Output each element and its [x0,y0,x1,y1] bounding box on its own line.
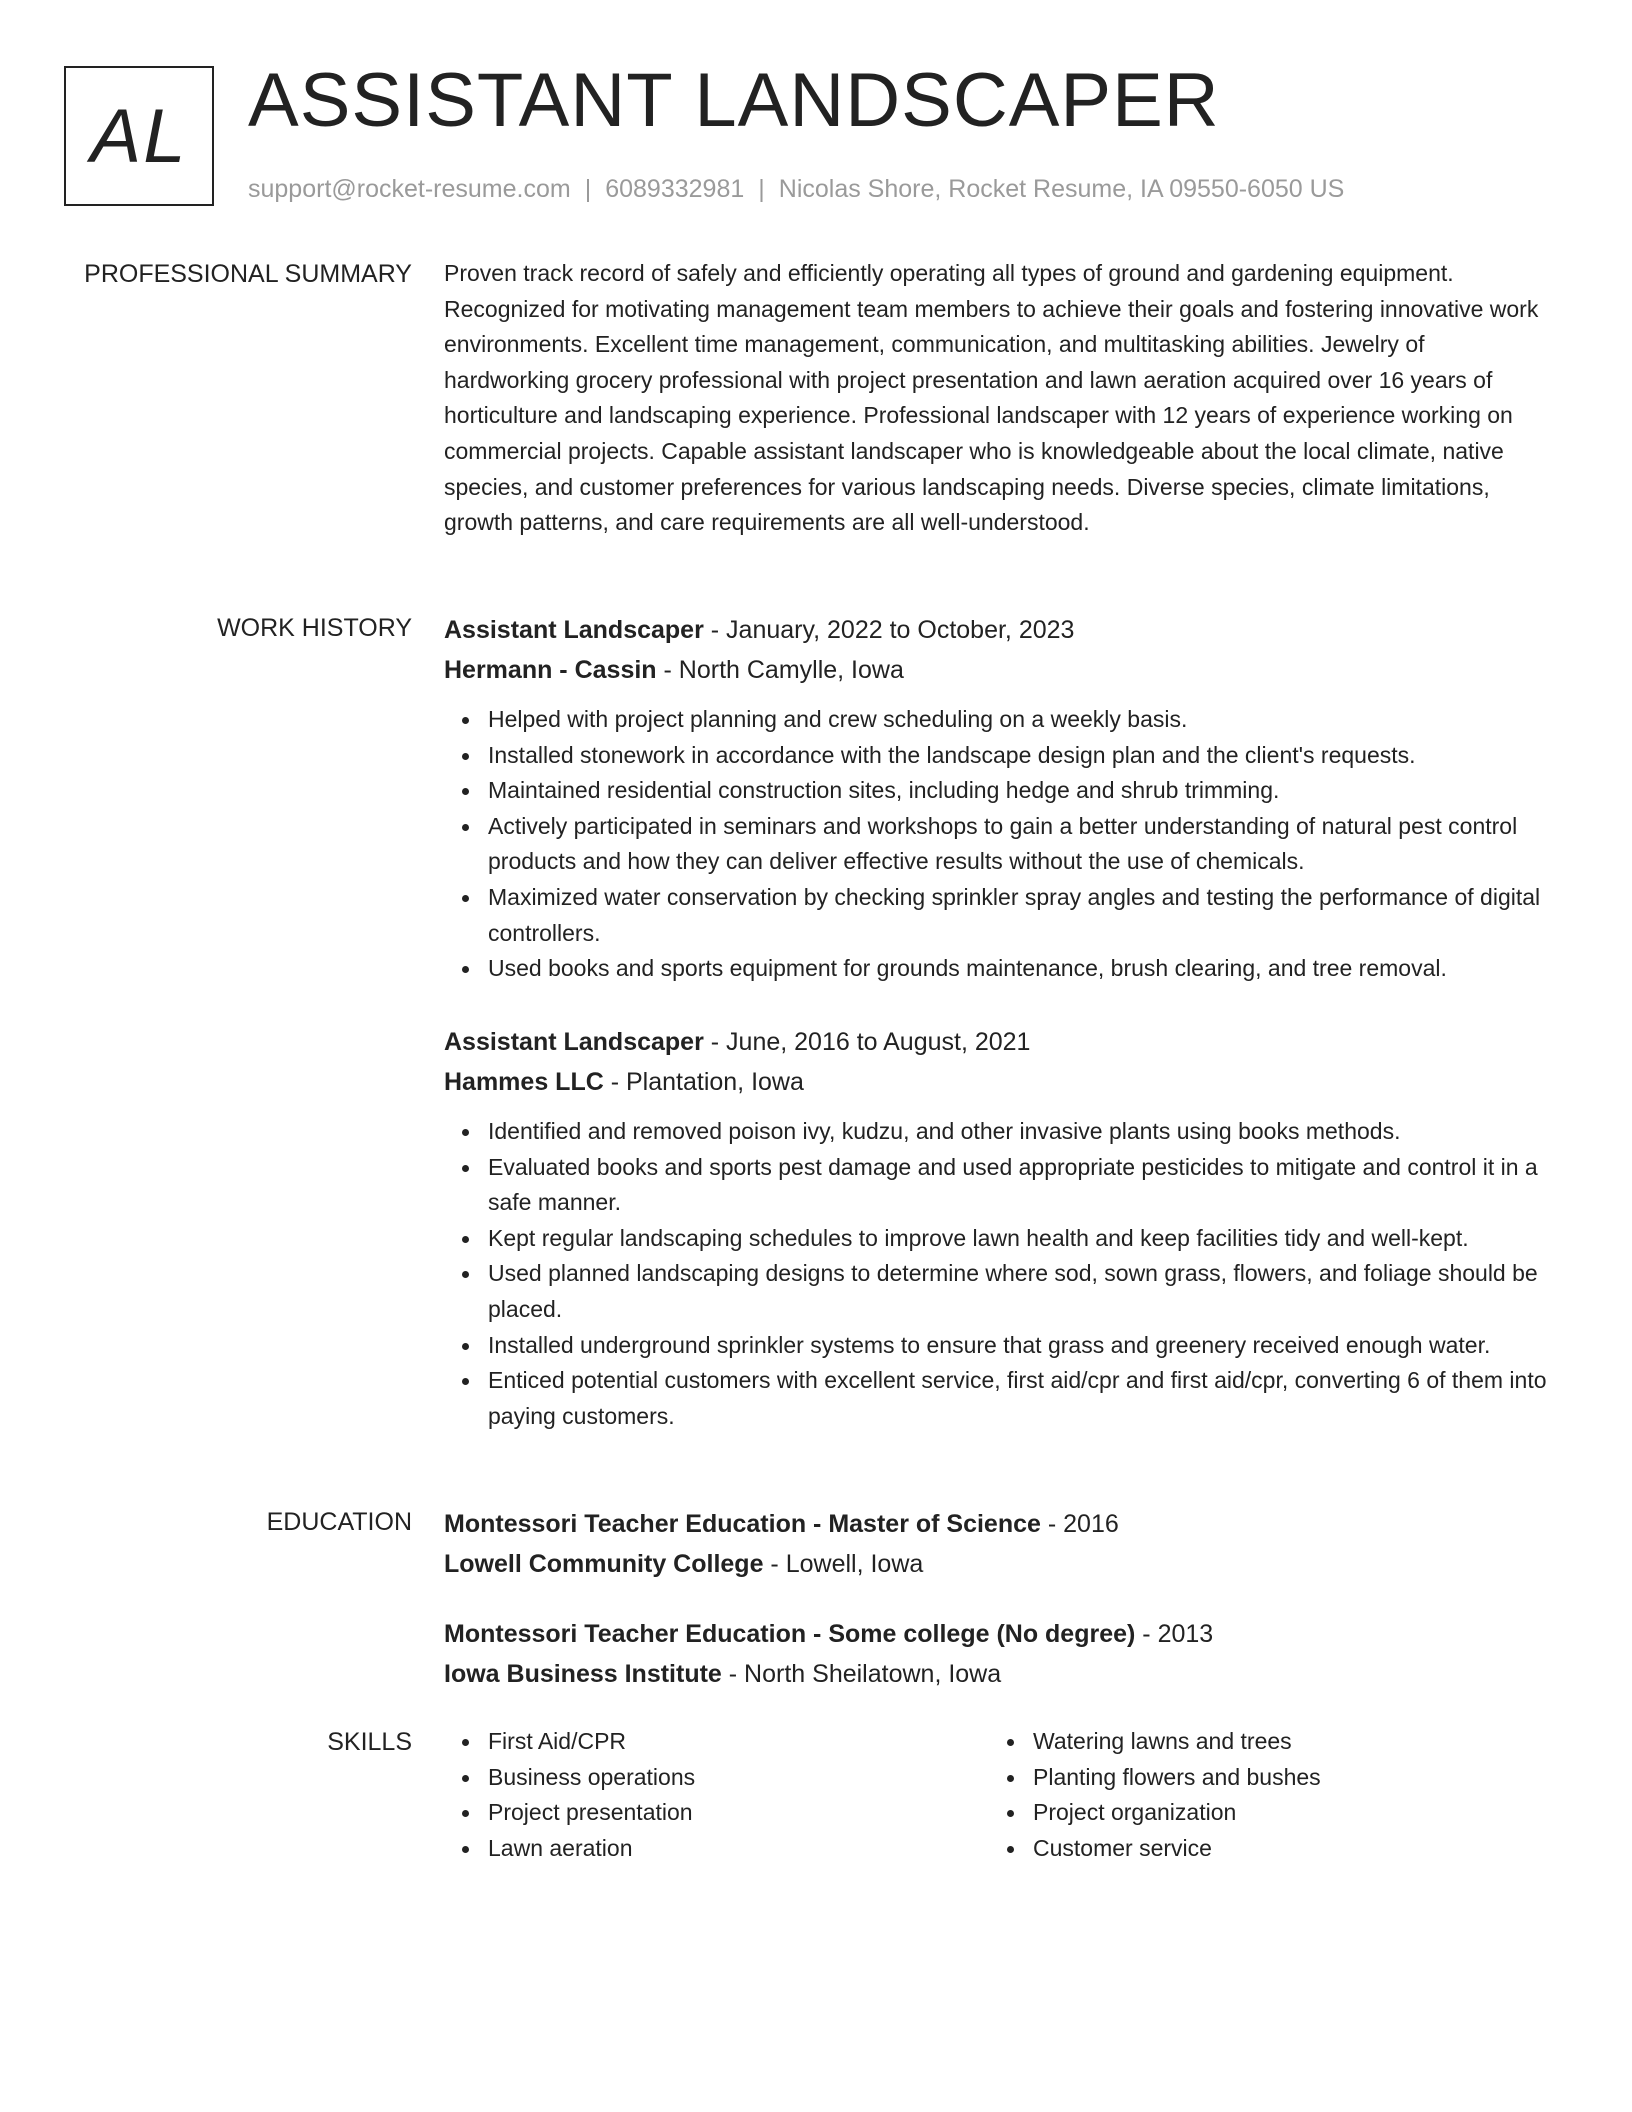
section-label-summary: PROFESSIONAL SUMMARY [84,260,412,288]
skills-body [444,1724,1556,1866]
education-body [444,1504,1556,1584]
education-degree: Montessori Teacher Education - Some college (No degree) [444,1620,1136,1648]
skill-item: Watering lawns and trees [1033,1724,1534,1760]
contact-address: Nicolas Shore, Rocket Resume, IA 09550-6050 US [778,175,1345,203]
summary-body [444,256,1556,541]
skills-list-right [989,1724,1534,1866]
education-school-line [444,1654,1556,1694]
section-label-education: EDUCATION [266,1508,412,1536]
education-school: Lowell Community College [444,1550,764,1578]
resume-title: ASSISTANT LANDSCAPER [248,58,1220,143]
contact-line [248,172,1344,206]
job-location: - North Camylle, Iowa [656,656,904,684]
education-body-2 [444,1614,1556,1694]
job-dates: - June, 2016 to August, 2021 [703,1028,1031,1056]
list-item: Installed stonework in accordance with the landscape design plan and the client's requests. [488,738,1556,774]
education-degree: Montessori Teacher Education - Master of Science [444,1510,1041,1538]
job-bullets [444,1114,1556,1434]
job-title-line [444,610,1556,650]
education-degree-line [444,1614,1556,1654]
job-company: Hermann - Cassin [444,656,657,684]
list-item: Evaluated books and sports pest damage and used appropriate pesticides to mitigate and control it in a safe manner. [488,1150,1556,1221]
skill-item: Lawn aeration [488,1831,989,1867]
job-entry [444,610,1556,987]
job-entry [444,1022,1556,1434]
monogram-badge: AL [64,66,214,206]
job-title-line [444,1022,1556,1062]
education-year: - 2013 [1135,1620,1214,1648]
job-location: - Plantation, Iowa [603,1068,804,1096]
job-company-line [444,1062,1556,1102]
job-title: Assistant Landscaper [444,1028,704,1056]
skills-list-left [444,1724,989,1866]
skill-item: Customer service [1033,1831,1534,1867]
list-item: Used books and sports equipment for grounds maintenance, brush clearing, and tree removal. [488,951,1556,987]
work-history-body-2 [444,1022,1556,1434]
job-bullets [444,702,1556,987]
education-degree-line [444,1504,1556,1544]
education-location: - North Sheilatown, Iowa [721,1660,1002,1688]
list-item: Actively participated in seminars and workshops to gain a better understanding of natural pest control products and how they can deliver effective results without the use of chemicals. [488,809,1556,880]
skill-item: Business operations [488,1760,989,1796]
contact-phone[interactable]: 6089332981 [605,175,745,203]
skill-item: Project presentation [488,1795,989,1831]
section-label-work-history: WORK HISTORY [217,614,412,642]
job-company: Hammes LLC [444,1068,604,1096]
education-school: Iowa Business Institute [444,1660,722,1688]
list-item: Helped with project planning and crew scheduling on a weekly basis. [488,702,1556,738]
list-item: Kept regular landscaping schedules to improve lawn health and keep facilities tidy and well-kept. [488,1221,1556,1257]
contact-separator: | [584,175,592,203]
contact-email[interactable]: support@rocket-resume.com [248,175,571,203]
work-history-body [444,610,1556,987]
education-year: - 2016 [1040,1510,1119,1538]
list-item: Maintained residential construction sites, including hedge and shrub trimming. [488,773,1556,809]
skill-item: Project organization [1033,1795,1534,1831]
list-item: Identified and removed poison ivy, kudzu, and other invasive plants using books methods. [488,1114,1556,1150]
skills-columns [444,1724,1556,1866]
job-dates: - January, 2022 to October, 2023 [703,616,1075,644]
section-label-skills: SKILLS [327,1728,412,1756]
list-item: Maximized water conservation by checking sprinkler spray angles and testing the performance of digital controllers. [488,880,1556,951]
skill-item: First Aid/CPR [488,1724,989,1760]
job-title: Assistant Landscaper [444,616,704,644]
education-school-line [444,1544,1556,1584]
list-item: Used planned landscaping designs to determine where sod, sown grass, flowers, and foliage should be placed. [488,1256,1556,1327]
contact-separator: | [758,175,765,203]
job-company-line [444,650,1556,690]
list-item: Enticed potential customers with excellent service, first aid/cpr and first aid/cpr, converting 6 of them into paying customers. [488,1363,1556,1434]
skill-item: Planting flowers and bushes [1033,1760,1534,1796]
education-location: - Lowell, Iowa [763,1550,924,1578]
list-item: Installed underground sprinkler systems to ensure that grass and greenery received enough water. [488,1328,1556,1364]
summary-text: Proven track record of safely and efficiently operating all types of ground and gardening equipment. Recognized for motivating management team members to achieve their goals and fostering innovative work environments. Excellent time management, communication, and multitasking abilities. Jewelry of hardworking grocery professional with project presentation and lawn aeration acquired over 16 years of horticulture and landscaping experience. Professional landscaper with 12 years of experience working on commercial projects. Capable assistant landscaper who is knowledgeable about the local climate, native species, and customer preferences for various landscaping needs. Diverse species, climate limitations, growth patterns, and care requirements are all well-understood. [444,260,1539,536]
